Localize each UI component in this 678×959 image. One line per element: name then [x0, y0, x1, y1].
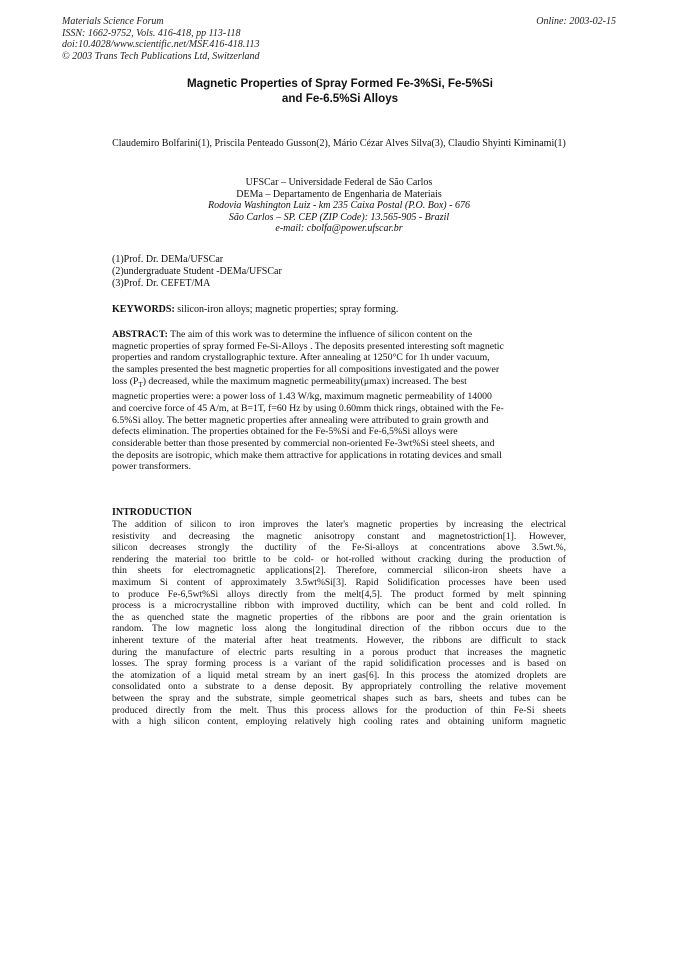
- introduction-line: maximum Si content of approximately 3.5wt%Si[3]. Rapid Solidification processes have been used: [112, 576, 566, 588]
- introduction-body: [112, 519, 566, 728]
- affiliation-block: [112, 177, 566, 235]
- paper-title: [100, 77, 580, 106]
- abstract-line: magnetic properties were: a power loss of 1.43 W/kg, maximum magnetic permeability of 14000: [112, 391, 492, 403]
- author-roles: [112, 254, 282, 290]
- introduction-line: The addition of silicon to iron improves the later's magnetic properties by increasing the electrical: [112, 519, 566, 530]
- introduction-line: the as quenched state the magnetic properties of the ribbons are poor and the grain orientation is: [112, 611, 566, 623]
- abstract-line: considerable better than those presented by commercial non-oriented Fe-3wt%Si steel sheets, and: [112, 437, 495, 449]
- title-line-1: Magnetic Properties of Spray Formed Fe-3%Si, Fe-5%Si: [186, 77, 494, 90]
- keywords-text: silicon-iron alloys; magnetic properties; spray forming.: [177, 304, 399, 315]
- keywords-label: KEYWORDS:: [112, 304, 175, 315]
- abstract-line: 6.5%Si alloy. The better magnetic properties after annealing were attributed to grain growth and: [112, 414, 489, 426]
- journal-header: [62, 16, 260, 62]
- abstract-line: magnetic properties of spray formed Fe-Si-Alloys . The deposits presented interesting soft magnetic: [112, 340, 504, 352]
- abstract-line: defects elimination. The properties obtained for the Fe-5%Si and Fe-6,5%Si alloys were: [112, 426, 458, 438]
- introduction-heading: INTRODUCTION: [112, 507, 193, 518]
- abstract-first-line: [112, 329, 566, 341]
- introduction-line: the atomization of a liquid metal stream by an inert gas[6]. In this process the atomized droplets are: [112, 669, 566, 681]
- role-1: (1)Prof. Dr. DEMa/UFSCar: [112, 254, 224, 265]
- issn-line: ISSN: 1662-9752, Vols. 416-418, pp 113-118: [62, 27, 241, 39]
- abstract-line: the samples presented the best magnetic properties for all compositions investigated and the power: [112, 363, 500, 375]
- author-list: Claudemiro Bolfarini(1), Priscila Penteado Gusson(2), Mário Cézar Alves Silva(3), Claudio Shyinti Kiminami(1): [112, 138, 566, 149]
- affiliation-department: DEMa – Departamento de Engenharia de Materiais: [236, 188, 442, 200]
- abstract-line: properties and random crystallographic texture. After annealing at 1250°C for 1h under vacuum,: [112, 352, 490, 364]
- role-2: (2)undergraduate Student -DEMa/UFSCar: [112, 266, 282, 277]
- introduction-line: silicon decreases strongly the ductility of the Fe-Si-alloys at concentrations above 3.5wt.%,: [112, 542, 566, 554]
- introduction-line: losses. The spray forming process is a variant of the rapid solidification processes and is based on: [112, 658, 566, 670]
- doi-line[interactable]: doi:10.4028/www.scientific.net/MSF.416-418.113: [62, 39, 260, 50]
- introduction-line: random. The low magnetic loss along the longitudinal direction of the ribbon occurs due to the: [112, 623, 566, 635]
- affiliation-email[interactable]: e-mail: cbolfa@power.ufscar.br: [275, 223, 403, 234]
- introduction-line: consolidated onto a substrate to a dense deposit. By appropriately controlling the relative movement: [112, 681, 566, 693]
- abstract-line: power transformers.: [112, 461, 191, 473]
- introduction-line: to produce Fe-6,5wt%Si alloys directly from the melt[4,5]. The product formed by melt spinning: [112, 588, 566, 600]
- introduction-line: process is a microcrystalline ribbon with improved ductility, which can be bent and cold rolled. In: [112, 600, 566, 612]
- journal-name: Materials Science Forum: [62, 16, 164, 27]
- abstract-label: ABSTRACT:: [112, 329, 168, 340]
- introduction-line: produced directly from the melt. Thus this process allows for the production of thin Fe-Si sheets: [112, 704, 566, 716]
- introduction-line: during the manufacture of electric parts resulting in a porous product that increases the magnetic: [112, 646, 566, 658]
- abstract-body: [112, 341, 566, 473]
- abstract-line: and coercive force of 45 A/m, at B=1T, f=60 Hz by using 0.60mm thick rings, obtained with the Fe-: [112, 402, 504, 414]
- introduction-line: inherent texture of the material after heat treatments. However, the ribbons are difficult to stack: [112, 634, 566, 646]
- introduction-line: with a high silicon content, employing relatively high cooling rates and obtaining uniform magnetic: [112, 716, 566, 728]
- affiliation-address: Rodovia Washington Luiz - km 235 Caixa Postal (P.O. Box) - 676: [208, 200, 470, 211]
- affiliation-city: São Carlos – SP. CEP (ZIP Code): 13.565-905 - Brazil: [228, 211, 450, 223]
- role-3: (3)Prof. Dr. CEFET/MA: [112, 278, 211, 289]
- online-date: Online: 2003-02-15: [536, 16, 616, 27]
- introduction-line: thin sheets for electromagnetic applications[2]. Therefore, commercial silicon-iron sheets have a: [112, 565, 566, 577]
- introduction-line: resistivity and decreasing the magnetic anisotropy constant and magnetostriction[1]. However,: [112, 530, 566, 542]
- introduction-line: between the spray and the substrate, simple geometrical shapes such as bars, sheets and tubes can be: [112, 692, 566, 704]
- abstract-text-start: The aim of this work was to determine the influence of silicon content on the: [170, 329, 473, 340]
- affiliation-university: UFSCar – Universidade Federal de São Carlos: [245, 177, 433, 188]
- abstract: [112, 329, 566, 473]
- introduction-line: rendering the material too brittle to be cold- or hot-rolled without cracking during the production of: [112, 553, 566, 565]
- copyright-line: © 2003 Trans Tech Publications Ltd, Switzerland: [62, 50, 260, 62]
- abstract-line: the deposits are isotropic, which make them attractive for applications in rotating devices and small: [112, 449, 502, 461]
- title-line-2: and Fe-6.5%Si Alloys: [281, 91, 399, 105]
- abstract-line: loss $(P_T)$ decreased, while the maximum magnetic permeability(μmax) increased. The best: [112, 375, 467, 389]
- keywords: [112, 304, 398, 316]
